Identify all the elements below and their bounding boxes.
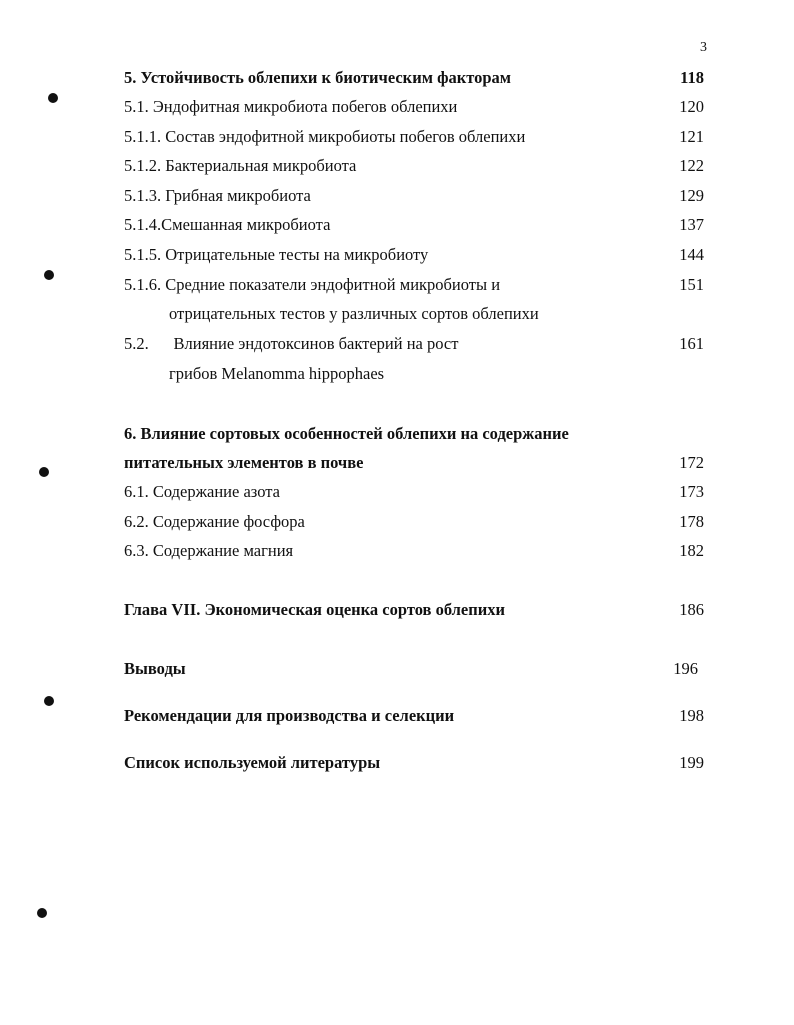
toc-entry-title: 5.1.1. Состав эндофитной микробиоты побегов облепихи bbox=[124, 127, 526, 146]
toc-entry-chapter-6 bbox=[124, 424, 704, 448]
toc-entry-conclusions bbox=[124, 659, 698, 683]
toc-entry-title: 6.3. Содержание магния bbox=[124, 541, 294, 560]
toc-entry-page: 118 bbox=[680, 68, 704, 87]
toc-entry-page: 120 bbox=[679, 97, 704, 116]
toc-entry-page: 121 bbox=[679, 127, 704, 146]
page-number: 3 bbox=[700, 40, 707, 55]
toc-entry-chapter-5 bbox=[124, 68, 704, 92]
binding-hole-mark bbox=[48, 93, 58, 103]
toc-entry-page: 186 bbox=[679, 600, 704, 619]
toc-entry-page: 144 bbox=[679, 245, 704, 264]
toc-entry-title: Список используемой литературы bbox=[124, 753, 381, 772]
toc-entry-page: 178 bbox=[679, 512, 704, 531]
toc-entry-page: 173 bbox=[679, 482, 704, 501]
binding-hole-mark bbox=[37, 908, 47, 918]
toc-entry-title: грибов Melanomma hippophaes bbox=[169, 364, 385, 383]
toc-entry-5-2-continued bbox=[124, 364, 704, 388]
toc-entry-5-1-6-continued bbox=[124, 304, 704, 328]
toc-entry-5-1-5 bbox=[124, 245, 704, 269]
toc-entry-title: 5.1.6. Средние показатели эндофитной микробиоты и bbox=[124, 275, 501, 294]
toc-entry-page: 137 bbox=[679, 215, 704, 234]
toc-entry-page: 198 bbox=[679, 706, 704, 725]
toc-entry-title: 6. Влияние сортовых особенностей облепихи на содержание bbox=[124, 424, 569, 443]
toc-entry-5-1-1 bbox=[124, 127, 704, 151]
toc-entry-5-1-3 bbox=[124, 186, 704, 210]
toc-entry-title: отрицательных тестов у различных сортов облепихи bbox=[169, 304, 539, 323]
toc-entry-page: 122 bbox=[679, 156, 704, 175]
toc-entry-title: питательных элементов в почве bbox=[124, 453, 364, 472]
toc-entry-page: 182 bbox=[679, 541, 704, 560]
toc-entry-page: 161 bbox=[679, 334, 704, 353]
toc-entry-title: 5.2. Влияние эндотоксинов бактерий на рост bbox=[124, 334, 459, 353]
binding-hole-mark bbox=[44, 270, 54, 280]
toc-entry-5-1 bbox=[124, 97, 704, 121]
binding-hole-mark bbox=[39, 467, 49, 477]
toc-entry-title: 5.1.4.Смешанная микробиота bbox=[124, 215, 331, 234]
toc-entry-title: Глава VII. Экономическая оценка сортов облепихи bbox=[124, 600, 506, 619]
toc-entry-6-1 bbox=[124, 482, 704, 506]
toc-entry-title: 6.2. Содержание фосфора bbox=[124, 512, 305, 531]
toc-entry-title: 5.1.2. Бактериальная микробиота bbox=[124, 156, 357, 175]
toc-entry-page: 196 bbox=[673, 659, 698, 678]
toc-entry-chapter-7 bbox=[124, 600, 704, 624]
toc-entry-references bbox=[124, 753, 704, 777]
toc-entry-title: 5.1.5. Отрицательные тесты на микробиоту bbox=[124, 245, 429, 264]
toc-entry-5-1-2 bbox=[124, 156, 704, 180]
toc-entry-page: 151 bbox=[679, 275, 704, 294]
toc-entry-recommendations bbox=[124, 706, 704, 730]
binding-hole-mark bbox=[44, 696, 54, 706]
toc-entry-5-2 bbox=[124, 334, 704, 358]
toc-entry-title: 6.1. Содержание азота bbox=[124, 482, 280, 501]
toc-entry-5-1-6 bbox=[124, 275, 704, 299]
toc-entry-page: 172 bbox=[679, 453, 704, 472]
toc-entry-5-1-4 bbox=[124, 215, 704, 239]
toc-entry-title: 5. Устойчивость облепихи к биотическим факторам bbox=[124, 68, 512, 87]
toc-entry-chapter-6-continued bbox=[124, 453, 704, 477]
toc-entry-title: Рекомендации для производства и селекции bbox=[124, 706, 455, 725]
toc-entry-title: 5.1. Эндофитная микробиота побегов облепихи bbox=[124, 97, 458, 116]
toc-entry-6-3 bbox=[124, 541, 704, 565]
toc-entry-title: 5.1.3. Грибная микробиота bbox=[124, 186, 311, 205]
toc-entry-6-2 bbox=[124, 512, 704, 536]
toc-entry-title: Выводы bbox=[124, 659, 186, 678]
toc-entry-page: 199 bbox=[679, 753, 704, 772]
toc-entry-page: 129 bbox=[679, 186, 704, 205]
